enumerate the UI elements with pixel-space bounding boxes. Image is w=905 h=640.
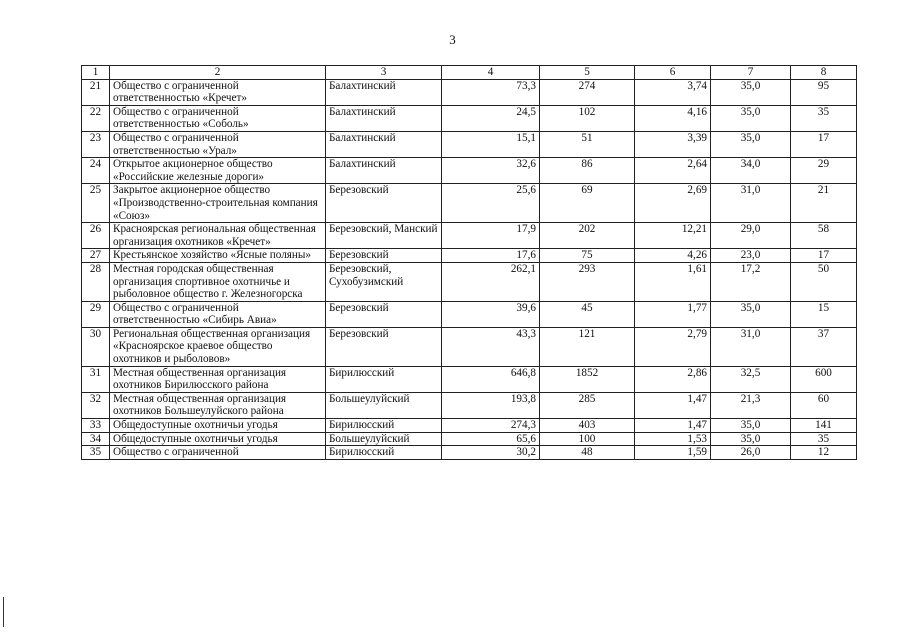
col-5-value-cell: 1852 — [540, 366, 635, 392]
organization-name-cell: Общество с ограниченной ответственностью «Соболь» — [110, 105, 326, 131]
district-cell: Балахтинский — [326, 79, 442, 105]
table-row — [82, 327, 857, 366]
col-7-value-cell: 26,0 — [711, 446, 791, 460]
organization-name-cell: Крестьянское хозяйство «Ясные поляны» — [110, 249, 326, 263]
row-number-cell: 33 — [82, 419, 110, 433]
col-5-value-cell: 102 — [540, 105, 635, 131]
row-number-cell: 22 — [82, 105, 110, 131]
row-number-cell: 35 — [82, 446, 110, 460]
col-6-value-cell: 2,64 — [635, 158, 711, 184]
col-5-value-cell: 45 — [540, 301, 635, 327]
col-4-value-cell: 30,2 — [442, 446, 540, 460]
table-header — [82, 66, 857, 80]
district-cell: Балахтинский — [326, 131, 442, 157]
col-5-value-cell: 100 — [540, 432, 635, 446]
organization-name-cell: Местная общественная организация охотников Большеулуйского района — [110, 392, 326, 418]
organization-name-cell: Красноярская региональная общественная организация охотников «Кречет» — [110, 223, 326, 249]
district-cell: Бирилюсский — [326, 366, 442, 392]
table-row — [82, 79, 857, 105]
col-8-value-cell: 35 — [791, 105, 857, 131]
district-cell: Бирилюсский — [326, 419, 442, 433]
table-row — [82, 392, 857, 418]
row-number-cell: 34 — [82, 432, 110, 446]
page-number: 3 — [449, 32, 456, 47]
col-8-value-cell: 58 — [791, 223, 857, 249]
data-table — [81, 65, 857, 460]
row-number-cell: 28 — [82, 262, 110, 301]
col-6-value-cell: 1,59 — [635, 446, 711, 460]
col-4-value-cell: 25,6 — [442, 184, 540, 223]
table-row — [82, 419, 857, 433]
district-cell: Большеулуйский — [326, 392, 442, 418]
col-8-value-cell: 17 — [791, 131, 857, 157]
col-8-value-cell: 29 — [791, 158, 857, 184]
district-cell: Березовский, Манский — [326, 223, 442, 249]
col-6-value-cell: 2,69 — [635, 184, 711, 223]
table-body — [82, 79, 857, 459]
organization-name-cell: Общедоступные охотничьи угодья — [110, 432, 326, 446]
col-6-value-cell: 1,53 — [635, 432, 711, 446]
col-7-value-cell: 35,0 — [711, 432, 791, 446]
row-number-cell: 26 — [82, 223, 110, 249]
col-6-value-cell: 12,21 — [635, 223, 711, 249]
col-7-value-cell: 35,0 — [711, 419, 791, 433]
row-number-cell: 32 — [82, 392, 110, 418]
col-4-value-cell: 24,5 — [442, 105, 540, 131]
column-header-4: 4 — [442, 66, 540, 80]
col-6-value-cell: 1,47 — [635, 392, 711, 418]
col-4-value-cell: 15,1 — [442, 131, 540, 157]
col-4-value-cell: 17,6 — [442, 249, 540, 263]
row-number-cell: 27 — [82, 249, 110, 263]
col-4-value-cell: 17,9 — [442, 223, 540, 249]
col-5-value-cell: 293 — [540, 262, 635, 301]
row-number-cell: 29 — [82, 301, 110, 327]
table-row — [82, 262, 857, 301]
col-4-value-cell: 646,8 — [442, 366, 540, 392]
table-row — [82, 446, 857, 460]
row-number-cell: 24 — [82, 158, 110, 184]
col-5-value-cell: 121 — [540, 327, 635, 366]
col-4-value-cell: 65,6 — [442, 432, 540, 446]
col-7-value-cell: 35,0 — [711, 301, 791, 327]
col-7-value-cell: 17,2 — [711, 262, 791, 301]
column-header-2: 2 — [110, 66, 326, 80]
organization-name-cell: Общедоступные охотничьи угодья — [110, 419, 326, 433]
table-row — [82, 432, 857, 446]
table-row — [82, 184, 857, 223]
col-7-value-cell: 34,0 — [711, 158, 791, 184]
table-row — [82, 158, 857, 184]
table-row — [82, 105, 857, 131]
col-7-value-cell: 23,0 — [711, 249, 791, 263]
col-6-value-cell: 2,86 — [635, 366, 711, 392]
col-6-value-cell: 3,74 — [635, 79, 711, 105]
row-number-cell: 25 — [82, 184, 110, 223]
col-6-value-cell: 1,77 — [635, 301, 711, 327]
col-8-value-cell: 60 — [791, 392, 857, 418]
col-4-value-cell: 193,8 — [442, 392, 540, 418]
table-row — [82, 131, 857, 157]
col-8-value-cell: 95 — [791, 79, 857, 105]
col-4-value-cell: 262,1 — [442, 262, 540, 301]
col-6-value-cell: 4,26 — [635, 249, 711, 263]
organization-name-cell: Местная общественная организация охотников Бирилюсского района — [110, 366, 326, 392]
col-8-value-cell: 15 — [791, 301, 857, 327]
col-6-value-cell: 1,47 — [635, 419, 711, 433]
col-6-value-cell: 1,61 — [635, 262, 711, 301]
col-4-value-cell: 39,6 — [442, 301, 540, 327]
row-number-cell: 23 — [82, 131, 110, 157]
district-cell: Березовский — [326, 184, 442, 223]
district-cell: Березовский — [326, 327, 442, 366]
col-6-value-cell: 4,16 — [635, 105, 711, 131]
column-header-5: 5 — [540, 66, 635, 80]
row-number-cell: 21 — [82, 79, 110, 105]
col-7-value-cell: 31,0 — [711, 327, 791, 366]
col-5-value-cell: 403 — [540, 419, 635, 433]
district-cell: Березовский — [326, 301, 442, 327]
district-cell: Березовский — [326, 249, 442, 263]
col-8-value-cell: 37 — [791, 327, 857, 366]
col-7-value-cell: 35,0 — [711, 131, 791, 157]
col-6-value-cell: 2,79 — [635, 327, 711, 366]
col-5-value-cell: 48 — [540, 446, 635, 460]
col-5-value-cell: 274 — [540, 79, 635, 105]
column-header-3: 3 — [326, 66, 442, 80]
row-number-cell: 30 — [82, 327, 110, 366]
column-header-7: 7 — [711, 66, 791, 80]
organization-name-cell: Региональная общественная организация «Красноярское краевое общество охотников и рыболовов» — [110, 327, 326, 366]
margin-mark — [3, 597, 4, 627]
col-4-value-cell: 73,3 — [442, 79, 540, 105]
organization-name-cell: Общество с ограниченной ответственностью «Кречет» — [110, 79, 326, 105]
col-8-value-cell: 141 — [791, 419, 857, 433]
col-7-value-cell: 29,0 — [711, 223, 791, 249]
district-cell: Березовский, Сухобузимский — [326, 262, 442, 301]
col-5-value-cell: 285 — [540, 392, 635, 418]
organization-name-cell: Открытое акционерное общество «Российские железные дороги» — [110, 158, 326, 184]
district-cell: Большеулуйский — [326, 432, 442, 446]
col-5-value-cell: 202 — [540, 223, 635, 249]
col-8-value-cell: 17 — [791, 249, 857, 263]
col-4-value-cell: 43,3 — [442, 327, 540, 366]
row-number-cell: 31 — [82, 366, 110, 392]
col-5-value-cell: 86 — [540, 158, 635, 184]
header-row — [82, 66, 857, 80]
col-8-value-cell: 600 — [791, 366, 857, 392]
district-cell: Балахтинский — [326, 158, 442, 184]
col-7-value-cell: 35,0 — [711, 79, 791, 105]
organization-name-cell: Местная городская общественная организация спортивное охотничье и рыболовное общество г. Железногорска — [110, 262, 326, 301]
col-8-value-cell: 35 — [791, 432, 857, 446]
table-row — [82, 366, 857, 392]
organization-name-cell: Общество с ограниченной ответственностью «Сибирь Авиа» — [110, 301, 326, 327]
column-header-8: 8 — [791, 66, 857, 80]
column-header-6: 6 — [635, 66, 711, 80]
col-7-value-cell: 21,3 — [711, 392, 791, 418]
col-7-value-cell: 32,5 — [711, 366, 791, 392]
col-5-value-cell: 69 — [540, 184, 635, 223]
col-5-value-cell: 51 — [540, 131, 635, 157]
district-cell: Балахтинский — [326, 105, 442, 131]
col-7-value-cell: 35,0 — [711, 105, 791, 131]
table-row — [82, 223, 857, 249]
col-8-value-cell: 21 — [791, 184, 857, 223]
col-6-value-cell: 3,39 — [635, 131, 711, 157]
organization-name-cell: Закрытое акционерное общество «Производственно-строительная компания «Союз» — [110, 184, 326, 223]
col-7-value-cell: 31,0 — [711, 184, 791, 223]
col-8-value-cell: 50 — [791, 262, 857, 301]
col-4-value-cell: 274,3 — [442, 419, 540, 433]
col-5-value-cell: 75 — [540, 249, 635, 263]
table-row — [82, 301, 857, 327]
district-cell: Бирилюсский — [326, 446, 442, 460]
table-row — [82, 249, 857, 263]
col-8-value-cell: 12 — [791, 446, 857, 460]
organization-name-cell: Общество с ограниченной ответственностью «Урал» — [110, 131, 326, 157]
col-4-value-cell: 32,6 — [442, 158, 540, 184]
column-header-1: 1 — [82, 66, 110, 80]
organization-name-cell: Общество с ограниченной — [110, 446, 326, 460]
